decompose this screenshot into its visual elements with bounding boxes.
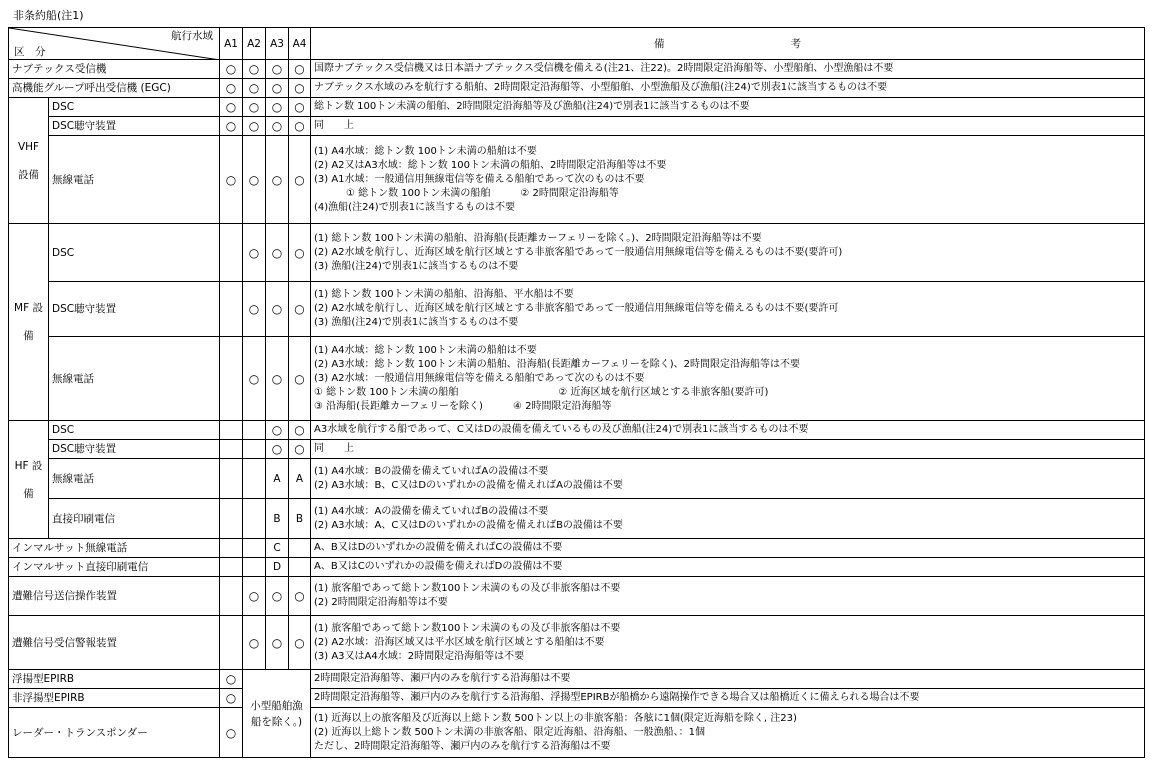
mark <box>220 616 243 670</box>
remarks <box>311 577 1145 616</box>
row-name: 浮揚型EPIRB <box>9 670 220 689</box>
row-name: DSC <box>49 421 220 440</box>
remark-line: (2) A3水域：B、C又はDのいずれかの設備を備えればAの設備は不要 <box>314 479 623 491</box>
mark: ○ <box>289 136 311 224</box>
mark: ○ <box>289 421 311 440</box>
mark: A <box>289 459 311 499</box>
table-row <box>9 421 1145 440</box>
remark-line: (1) A4水域：総トン数 100トン未満の船舶は不要 <box>314 145 537 157</box>
remarks: 2時間限定沿海船等、瀬戸内のみを航行する沿海船、浮揚型EPIRBが船橋から遠隔操作できる場合又は船橋近くに備えられる場合は不要 <box>311 689 1145 708</box>
mark: ○ <box>289 98 311 117</box>
row-name: DSC聴守装置 <box>49 282 220 337</box>
remarks: 同 上 <box>311 117 1145 136</box>
remark-line: (2) 2時間限定沿海船等は不要 <box>314 597 448 608</box>
row-name: 直接印刷電信 <box>49 499 220 539</box>
remarks: 国際ナブテックス受信機又は日本語ナブテックス受信機を備える(注21、注22)。2時間限定沿海船等、小型船舶、小型漁船は不要 <box>311 60 1145 79</box>
mark: C <box>266 539 289 558</box>
mark: ○ <box>266 440 289 459</box>
remark-line: ただし、2時間限定沿海船等、瀬戸内のみを航行する沿海船は不要 <box>314 740 611 752</box>
mark <box>243 459 266 499</box>
mark: ○ <box>266 577 289 616</box>
table-caption: 非条約船(注1) <box>13 9 84 22</box>
remark-line: (1) 旅客船であって総トン数100トン未満のもの及び非旅客船は不要 <box>314 583 621 594</box>
mark: ○ <box>243 60 266 79</box>
remarks <box>311 224 1145 282</box>
mark: ○ <box>243 577 266 616</box>
mark: ○ <box>243 337 266 421</box>
mark: ○ <box>289 337 311 421</box>
header-water-area: 航行水域 <box>171 30 213 42</box>
remark-line: (1) A4水域：Aの設備を備えていればBの設備は不要 <box>314 505 549 517</box>
mark: D <box>266 558 289 577</box>
table-row <box>9 337 1145 421</box>
mark <box>243 499 266 539</box>
mark: ○ <box>220 60 243 79</box>
mark: ○ <box>243 224 266 282</box>
mark: ○ <box>266 98 289 117</box>
row-name: 高機能グループ呼出受信機 (EGC) <box>9 79 220 98</box>
header-category: 区 分 <box>14 46 46 58</box>
row-name: DSC聴守装置 <box>49 440 220 459</box>
mark: ○ <box>220 117 243 136</box>
table-row <box>9 616 1145 670</box>
table-row <box>9 60 1145 79</box>
remark-line: (2) 近海以上総トン数 500トン未満の非旅客船、限定近海船、沿海船、一般漁船、：1個 <box>314 726 705 738</box>
remarks: A、B又はCのいずれかの設備を備えればDの設備は不要 <box>311 558 1145 577</box>
mark: ○ <box>289 577 311 616</box>
remark-line: ① 総トン数 100トン未満の船舶 ② 2時間限定沿海船等 <box>346 187 619 199</box>
remark-line: (1) 総トン数 100トン未満の船舶、沿海船(長距離カーフェリーを除く。)、2時間限定沿海船等は不要 <box>314 232 762 244</box>
mark: ○ <box>289 616 311 670</box>
mark: ○ <box>266 616 289 670</box>
remarks: 同 上 <box>311 440 1145 459</box>
mark <box>289 539 311 558</box>
remark-line: (2) A2水域を航行し、近海区域を航行区域とする非旅客船であって一般通信用無線電信等を備えるものは不要(要許可 <box>314 303 839 314</box>
mark <box>220 421 243 440</box>
row-name: 無線電話 <box>49 337 220 421</box>
table-row <box>9 459 1145 499</box>
remarks: A、B又はDのいずれかの設備を備えればCの設備は不要 <box>311 539 1145 558</box>
remark-line: (1) A4水域：Bの設備を備えていればAの設備は不要 <box>314 465 549 477</box>
group-mf: MF 設備 <box>9 224 49 421</box>
mark <box>220 558 243 577</box>
header-diagonal-cell <box>9 28 220 60</box>
remark-line: (1) A4水域：総トン数 100トン未満の船舶は不要 <box>314 344 537 356</box>
row-name: 遭難信号送信操作装置 <box>9 577 220 616</box>
mark <box>220 224 243 282</box>
row-name: インマルサット直接印刷電信 <box>9 558 220 577</box>
remark-line: (4)漁船(注24)で別表1に該当するものは不要 <box>314 201 516 213</box>
remark-line: (2) A3水域：A、C又はDのいずれかの設備を備えればBの設備は不要 <box>314 519 623 531</box>
row-name: 遭難信号受信警報装置 <box>9 616 220 670</box>
mark <box>243 421 266 440</box>
mark <box>243 539 266 558</box>
mark: ○ <box>243 79 266 98</box>
table-row <box>9 117 1145 136</box>
row-name: インマルサット無線電話 <box>9 539 220 558</box>
mark <box>243 558 266 577</box>
equipment-table <box>8 27 1145 758</box>
mark <box>220 539 243 558</box>
mark: ○ <box>266 79 289 98</box>
table-row <box>9 79 1145 98</box>
remarks <box>311 499 1145 539</box>
mark <box>220 459 243 499</box>
remarks: ナブテックス水域のみを航行する船舶、2時間限定沿海船等、小型船舶、小型漁船及び漁船(注24)で別表1に該当するものは不要 <box>311 79 1145 98</box>
mark: B <box>289 499 311 539</box>
table-row <box>9 282 1145 337</box>
remark-line: (1) 旅客船であって総トン数100トン未満のもの及び非旅客船は不要 <box>314 622 621 634</box>
mark <box>289 558 311 577</box>
table-row <box>9 224 1145 282</box>
row-name: DSC <box>49 98 220 117</box>
table-row <box>9 577 1145 616</box>
mark <box>220 577 243 616</box>
col-a2: A2 <box>243 28 266 60</box>
mark: ○ <box>220 689 243 708</box>
table-row <box>9 539 1145 558</box>
mark <box>220 337 243 421</box>
remark-line: (2) A2水域を航行し、近海区域を航行区域とする非旅客船であって一般通信用無線電信等を備えるものは不要(要許可) <box>314 246 843 258</box>
mark: ○ <box>266 117 289 136</box>
mark: ○ <box>289 60 311 79</box>
mark <box>220 499 243 539</box>
table-row <box>9 670 1145 689</box>
mark: ○ <box>243 98 266 117</box>
mark: ○ <box>220 136 243 224</box>
remarks <box>311 136 1145 224</box>
mark: A <box>266 459 289 499</box>
row-name: レーダー・トランスポンダー <box>9 708 220 758</box>
remark-line: (2) A2水域：沿海区域又は平水区域を航行区域とする船舶は不要 <box>314 636 605 648</box>
mark: ○ <box>243 136 266 224</box>
mark: ○ <box>266 60 289 79</box>
table-row <box>9 689 1145 708</box>
remark-line: ① 総トン数 100トン未満の船舶 ② 近海区域を航行区域とする非旅客船(要許可) <box>314 386 769 398</box>
group-hf: HF 設備 <box>9 421 49 539</box>
remarks <box>311 337 1145 421</box>
col-a3: A3 <box>266 28 289 60</box>
remarks <box>311 282 1145 337</box>
small-vessel-note: 小型船舶漁船を除く。) <box>243 670 311 758</box>
row-name: 無線電話 <box>49 136 220 224</box>
mark: ○ <box>243 616 266 670</box>
remark-line: (1) 近海以上の旅客船及び近海以上総トン数 500トン以上の非旅客船：各舷に1個(限定近海船を除く, 注23) <box>314 712 797 724</box>
table-row <box>9 558 1145 577</box>
col-a1: A1 <box>220 28 243 60</box>
remark-line: (3) A3又はA4水域：2時間限定沿海船等は不要 <box>314 650 525 662</box>
mark: ○ <box>289 440 311 459</box>
remarks <box>311 616 1145 670</box>
mark: ○ <box>220 670 243 689</box>
mark <box>220 440 243 459</box>
table-row <box>9 98 1145 117</box>
remarks: A3水域を航行する船であって、C又はDの設備を備えているもの及び漁船(注24)で別表1に該当するものは不要 <box>311 421 1145 440</box>
mark: ○ <box>289 79 311 98</box>
remark-line: (3) 漁船(注24)で別表1に該当するものは不要 <box>314 317 519 328</box>
mark: B <box>266 499 289 539</box>
remarks: 総トン数 100トン未満の船舶、2時間限定沿海船等及び漁船(注24)で別表1に該当するものは不要 <box>311 98 1145 117</box>
col-remarks: 備 考 <box>311 28 1145 60</box>
table-row <box>9 440 1145 459</box>
remark-line: ③ 沿海船(長距離カーフェリーを除く) ④ 2時間限定沿海船等 <box>314 400 612 412</box>
row-name: 非浮揚型EPIRB <box>9 689 220 708</box>
mark: ○ <box>243 282 266 337</box>
mark: ○ <box>243 117 266 136</box>
mark: ○ <box>266 224 289 282</box>
remark-line: (1) 総トン数 100トン未満の船舶、沿海船、平水船は不要 <box>314 289 574 300</box>
mark: ○ <box>220 708 243 758</box>
remarks <box>311 459 1145 499</box>
remark-line: (3) A2水域：一般通信用無線電信等を備える船舶であって次のものは不要 <box>314 372 645 384</box>
mark: ○ <box>289 117 311 136</box>
table-row <box>9 499 1145 539</box>
remark-line: (2) A3水域：総トン数 100トン未満の船舶、沿海船(長距離カーフェリーを除く)、2時間限定沿海船等は不要 <box>314 358 800 370</box>
mark: ○ <box>266 337 289 421</box>
col-a4: A4 <box>289 28 311 60</box>
mark: ○ <box>220 79 243 98</box>
row-name: ナブテックス受信機 <box>9 60 220 79</box>
mark: ○ <box>266 136 289 224</box>
remarks <box>311 708 1145 758</box>
remark-line: (2) A2又はA3水域：総トン数 100トン未満の船舶、2時間限定沿海船等は不要 <box>314 159 667 171</box>
row-name: DSC聴守装置 <box>49 117 220 136</box>
mark: ○ <box>289 224 311 282</box>
mark: ○ <box>289 282 311 337</box>
mark <box>243 440 266 459</box>
mark: ○ <box>266 282 289 337</box>
table-row <box>9 708 1145 758</box>
mark <box>220 282 243 337</box>
remark-line: (3) A1水域：一般通信用無線電信等を備える船舶であって次のものは不要 <box>314 173 645 185</box>
row-name: DSC <box>49 224 220 282</box>
row-name: 無線電話 <box>49 459 220 499</box>
mark: ○ <box>266 421 289 440</box>
group-vhf: VHF 設備 <box>9 98 49 224</box>
remark-line: (3) 漁船(注24)で別表1に該当するものは不要 <box>314 260 519 272</box>
mark: ○ <box>220 98 243 117</box>
remarks: 2時間限定沿海船等、瀬戸内のみを航行する沿海船は不要 <box>311 670 1145 689</box>
table-row <box>9 136 1145 224</box>
